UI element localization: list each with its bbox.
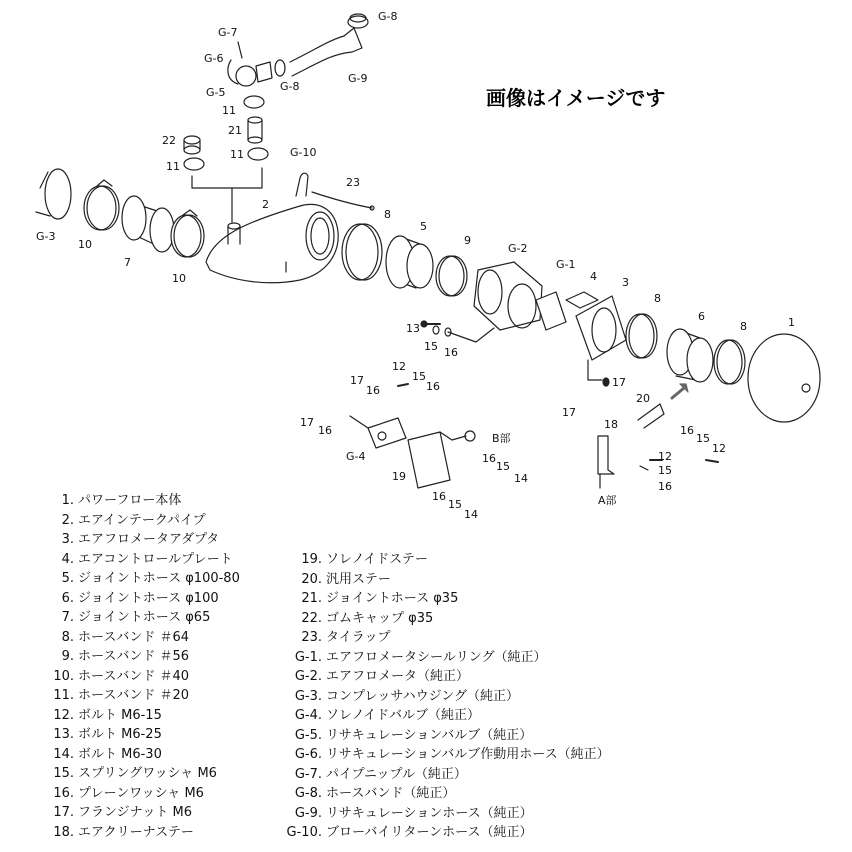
legend-item-number: G-8.: [294, 786, 322, 801]
callout-8b: 8: [654, 292, 661, 305]
legend-item-number: 16.: [53, 785, 74, 801]
legend-item-text: ボルト M6-30: [78, 746, 162, 762]
legend-item: [44, 745, 240, 765]
legend-item-text: ジョイントホース φ35: [326, 591, 459, 606]
hose-band-8-b: [626, 314, 657, 358]
callout-16h: 16: [658, 480, 672, 493]
legend-item-number: 15.: [53, 766, 74, 781]
legend-item: [44, 803, 240, 823]
callout-16f: 16: [432, 490, 446, 503]
joint-hose-7: [122, 196, 174, 252]
hose-band-10-left: [84, 180, 119, 230]
callout-g2: G-2: [508, 242, 528, 255]
legend-item: [278, 550, 610, 570]
legend-item-text: フランジナット M6: [78, 805, 193, 820]
legend-item-number: 20.: [301, 571, 322, 587]
recirculation-valve-assembly: [228, 14, 368, 86]
callout-14a: 14: [514, 472, 528, 485]
callout-g7: G-7: [218, 26, 238, 39]
callout-17a: 17: [612, 376, 626, 389]
callout-13a: 13: [406, 322, 420, 335]
legend-item-number: 5.: [61, 571, 74, 586]
legend-item-text: エアフロメータシールリング（純正）: [326, 649, 547, 665]
legend-item-number: 22.: [301, 610, 322, 626]
callout-16a: 16: [444, 346, 458, 359]
power-flow-filter-1: [748, 334, 820, 422]
callout-12c: 12: [658, 450, 672, 463]
legend-item-number: 9.: [61, 649, 74, 664]
legend-item-text: パワーフロー本体: [78, 493, 182, 508]
legend-item-number: 6.: [61, 590, 74, 606]
legend-item-number: G-5.: [294, 727, 322, 743]
legend-item-text: タイラップ: [326, 630, 391, 645]
legend-item-text: 汎用ステー: [326, 571, 391, 587]
callout-4: 4: [590, 270, 597, 283]
callout-g4: G-4: [346, 450, 366, 463]
legend-item: [278, 648, 610, 668]
callout-1: 1: [788, 316, 795, 329]
callout-14b: 14: [464, 508, 478, 521]
legend-item-text: リサキュレーションホース（純正）: [326, 805, 533, 821]
direction-arrow: [672, 384, 688, 398]
callout-15e: 15: [696, 432, 710, 445]
callout-17b: 17: [350, 374, 364, 387]
legend-item-text: ホースバンド ＃20: [78, 688, 190, 703]
seal-ring-g1: [536, 292, 566, 330]
legend-item: [44, 686, 240, 706]
legend-item: [44, 511, 240, 531]
joint-hose-6: [667, 329, 713, 382]
legend-item-number: G-7.: [294, 766, 322, 782]
callout-16b: 16: [366, 384, 380, 397]
legend-item: [278, 589, 610, 609]
legend-item-number: 14.: [53, 746, 74, 762]
legend-item: [278, 667, 610, 687]
legend-item-text: ジョイントホース φ100: [78, 590, 219, 606]
legend-item-number: G-6.: [294, 747, 322, 762]
callout-6: 6: [698, 310, 705, 323]
callout-7: 7: [124, 256, 131, 269]
legend-item-number: G-4.: [294, 708, 322, 723]
hose-band-8-a: [342, 224, 382, 280]
callout-18: 18: [604, 418, 618, 431]
callout-g8a: G-8: [378, 10, 398, 23]
legend-item-text: プレーンワッシャ M6: [78, 785, 204, 801]
legend-item-number: 23.: [301, 630, 322, 645]
hose-band-10-right: [171, 210, 204, 257]
callout-16e: 16: [482, 452, 496, 465]
callout-g5: G-5: [206, 86, 226, 99]
legend-item: [44, 608, 240, 628]
parts-legend-right: [278, 550, 610, 843]
legend-item-number: 4.: [61, 551, 74, 567]
legend-item: [278, 804, 610, 824]
legend-item: [278, 726, 610, 746]
legend-item: [44, 569, 240, 589]
legend-item: [44, 764, 240, 784]
legend-item-number: 13.: [53, 727, 74, 742]
callout-5: 5: [420, 220, 427, 233]
image-disclaimer: 画像はイメージです: [486, 86, 666, 110]
callout-23: 23: [346, 176, 360, 189]
callout-g6: G-6: [204, 52, 224, 65]
callout-15b: 15: [412, 370, 426, 383]
legend-item-text: ゴムキャップ φ35: [326, 610, 434, 626]
legend-item: [278, 765, 610, 785]
solenoid-valve-g4: [350, 384, 475, 488]
callout-16g: 16: [680, 424, 694, 437]
legend-item-number: 3.: [61, 532, 74, 547]
legend-item-text: エアコントロールプレート: [78, 551, 233, 567]
callout-17d: 17: [562, 406, 576, 419]
callout-g10: G-10: [290, 146, 317, 159]
legend-item: [278, 784, 610, 804]
joint-hose-5: [386, 236, 433, 288]
compressor-housing-g3: [36, 169, 71, 219]
legend-item-text: コンプレッサハウジング（純正）: [326, 688, 519, 704]
callout-16d: 16: [318, 424, 332, 437]
legend-item-number: G-1.: [294, 649, 322, 665]
legend-item: [44, 589, 240, 609]
callout-10a: 10: [78, 238, 92, 251]
callout-17c: 17: [300, 416, 314, 429]
legend-item-text: ソレノイドバルブ（純正）: [326, 708, 481, 723]
callout-15c: 15: [496, 460, 510, 473]
legend-item: [278, 823, 610, 843]
legend-item-text: エアフロメータ（純正）: [326, 669, 470, 684]
legend-item: [278, 570, 610, 590]
legend-item-number: 11.: [53, 688, 74, 703]
legend-item: [278, 628, 610, 648]
legend-item: [278, 609, 610, 629]
callout-9: 9: [464, 234, 471, 247]
callout-11b: 11: [222, 104, 236, 117]
callout-a-part: A部: [598, 494, 617, 507]
legend-item-number: 18.: [53, 824, 74, 840]
callout-g3: G-3: [36, 230, 56, 243]
legend-item-text: エアインテークパイプ: [78, 512, 206, 528]
legend-item-text: ブローバイリターンホース（純正）: [326, 825, 533, 840]
legend-item-text: ホースバンド（純正）: [326, 786, 456, 801]
legend-item: [44, 550, 240, 570]
legend-item: [44, 823, 240, 843]
legend-item-text: スプリングワッシャ M6: [78, 766, 217, 781]
legend-item-text: ホースバンド ＃40: [78, 668, 190, 684]
callout-21: 21: [228, 124, 242, 137]
callout-20: 20: [636, 392, 650, 405]
legend-item-text: エアフロメータアダプタ: [78, 532, 220, 547]
legend-item-text: ホースバンド ＃64: [78, 629, 190, 645]
legend-item: [44, 667, 240, 687]
callout-15d: 15: [448, 498, 462, 511]
legend-item: [44, 628, 240, 648]
legend-item-number: 21.: [301, 591, 322, 606]
legend-item-text: ボルト M6-15: [78, 707, 162, 723]
legend-item-number: 2.: [61, 512, 74, 528]
legend-item: [44, 706, 240, 726]
legend-item-text: ソレノイドステー: [326, 552, 428, 567]
callout-11a: 11: [166, 160, 180, 173]
callout-22: 22: [162, 134, 176, 147]
legend-item-number: 19.: [301, 552, 322, 567]
legend-item-number: G-3.: [294, 688, 322, 704]
legend-item-text: ジョイントホース φ65: [78, 610, 211, 625]
legend-item-number: 10.: [53, 668, 74, 684]
legend-item: [44, 530, 240, 550]
legend-item-number: 12.: [53, 707, 74, 723]
air-control-plate-4: [566, 292, 598, 308]
callout-g8b: G-8: [280, 80, 300, 93]
legend-item-text: リサキュレーションバルブ作動用ホース（純正）: [326, 747, 610, 762]
legend-item-number: 8.: [61, 629, 74, 645]
legend-item-number: G-9.: [294, 805, 322, 821]
legend-item: [278, 706, 610, 726]
callout-12b: 12: [712, 442, 726, 455]
legend-item-text: エアクリーナステー: [78, 824, 194, 840]
legend-item: [44, 491, 240, 511]
legend-item-number: 7.: [61, 610, 74, 625]
legend-item-number: G-10.: [286, 825, 322, 840]
callout-8c: 8: [740, 320, 747, 333]
legend-item-number: G-2.: [294, 669, 322, 684]
callout-12a: 12: [392, 360, 406, 373]
legend-item: [44, 725, 240, 745]
callout-8a: 8: [384, 208, 391, 221]
legend-item-text: ホースバンド ＃56: [78, 649, 190, 664]
hose-band-9: [436, 256, 467, 296]
legend-item-text: ボルト M6-25: [78, 727, 162, 742]
legend-item-number: 17.: [53, 805, 74, 820]
legend-item: [44, 647, 240, 667]
callout-15a: 15: [424, 340, 438, 353]
callout-3: 3: [622, 276, 629, 289]
hose-band-8-c: [714, 340, 745, 384]
callout-11c: 11: [230, 148, 244, 161]
legend-item: [278, 687, 610, 707]
airflow-meter-adapter-3: [576, 296, 626, 380]
callout-16c: 16: [426, 380, 440, 393]
callout-19: 19: [392, 470, 406, 483]
callout-b-part: B部: [492, 432, 511, 445]
legend-item: [278, 745, 610, 765]
callout-2: 2: [262, 198, 269, 211]
legend-item-text: パイプニップル（純正）: [326, 766, 467, 782]
parts-legend-left: [44, 491, 240, 842]
legend-item-text: リサキュレーションバルブ（純正）: [326, 727, 533, 743]
legend-item-text: ジョイントホース φ100-80: [78, 571, 240, 586]
callout-15f: 15: [658, 464, 672, 477]
callout-g9: G-9: [348, 72, 368, 85]
callout-10b: 10: [172, 272, 186, 285]
air-intake-pipe-2: [206, 204, 338, 282]
callout-g1: G-1: [556, 258, 576, 271]
legend-item: [44, 784, 240, 804]
legend-item-number: 1.: [61, 493, 74, 508]
